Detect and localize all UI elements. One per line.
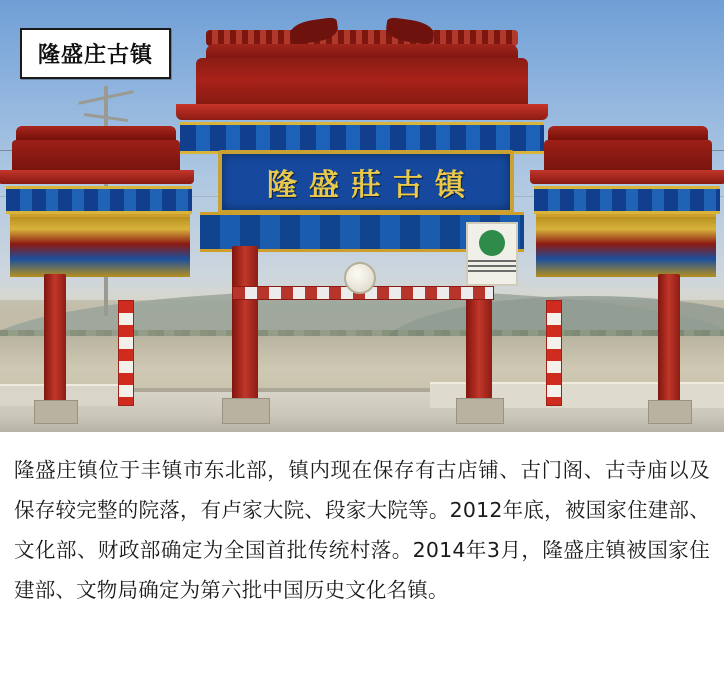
pillar-base-outer-right: [648, 400, 692, 424]
painted-panel-left: [10, 214, 190, 277]
caption-text: 隆盛庄镇位于丰镇市东北部，镇内现在保存有古店铺、古门阁、古寺庙以及保存较完整的院落，有卢家大院、段家大院等。2012年底，被国家住建部、文化部、财政部确定为全国首批传统村落。2014年3月，隆盛庄镇被国家住建部、文物局确定为第六批中国历史文化名镇。: [14, 458, 710, 602]
pillar-outer-right: [658, 274, 680, 414]
striped-pole-right: [546, 300, 562, 406]
sign-text-lines: [468, 260, 516, 274]
archway-plaque: [218, 150, 514, 214]
main-roof-eave: [176, 104, 548, 120]
side-roof-left: [12, 140, 180, 174]
pillar-base-outer-left: [34, 400, 78, 424]
frieze-band-left: [6, 186, 192, 214]
pillar-base-center-left: [222, 398, 270, 424]
pillar-center-left: [232, 246, 258, 416]
side-roof-eave-left: [0, 170, 194, 184]
painted-panel-right: [536, 214, 716, 277]
archway-plaque-text: 隆盛莊古镇: [267, 168, 477, 203]
title-badge: [20, 28, 171, 79]
frieze-band-right: [534, 186, 720, 214]
title-badge-label: 隆盛庄古镇: [38, 43, 154, 68]
caption-block: [0, 432, 724, 610]
side-roof-eave-right: [530, 170, 724, 184]
roadside-sign: [466, 222, 518, 286]
pillar-base-center-right: [456, 398, 504, 424]
side-roof-ridge-right: [548, 126, 708, 140]
sign-emblem-icon: [479, 230, 505, 256]
side-roof-right: [544, 140, 712, 174]
side-roof-ridge-left: [16, 126, 176, 140]
hanging-lamp: [344, 262, 376, 294]
pillar-outer-left: [44, 274, 66, 414]
striped-pole-left: [118, 300, 134, 406]
